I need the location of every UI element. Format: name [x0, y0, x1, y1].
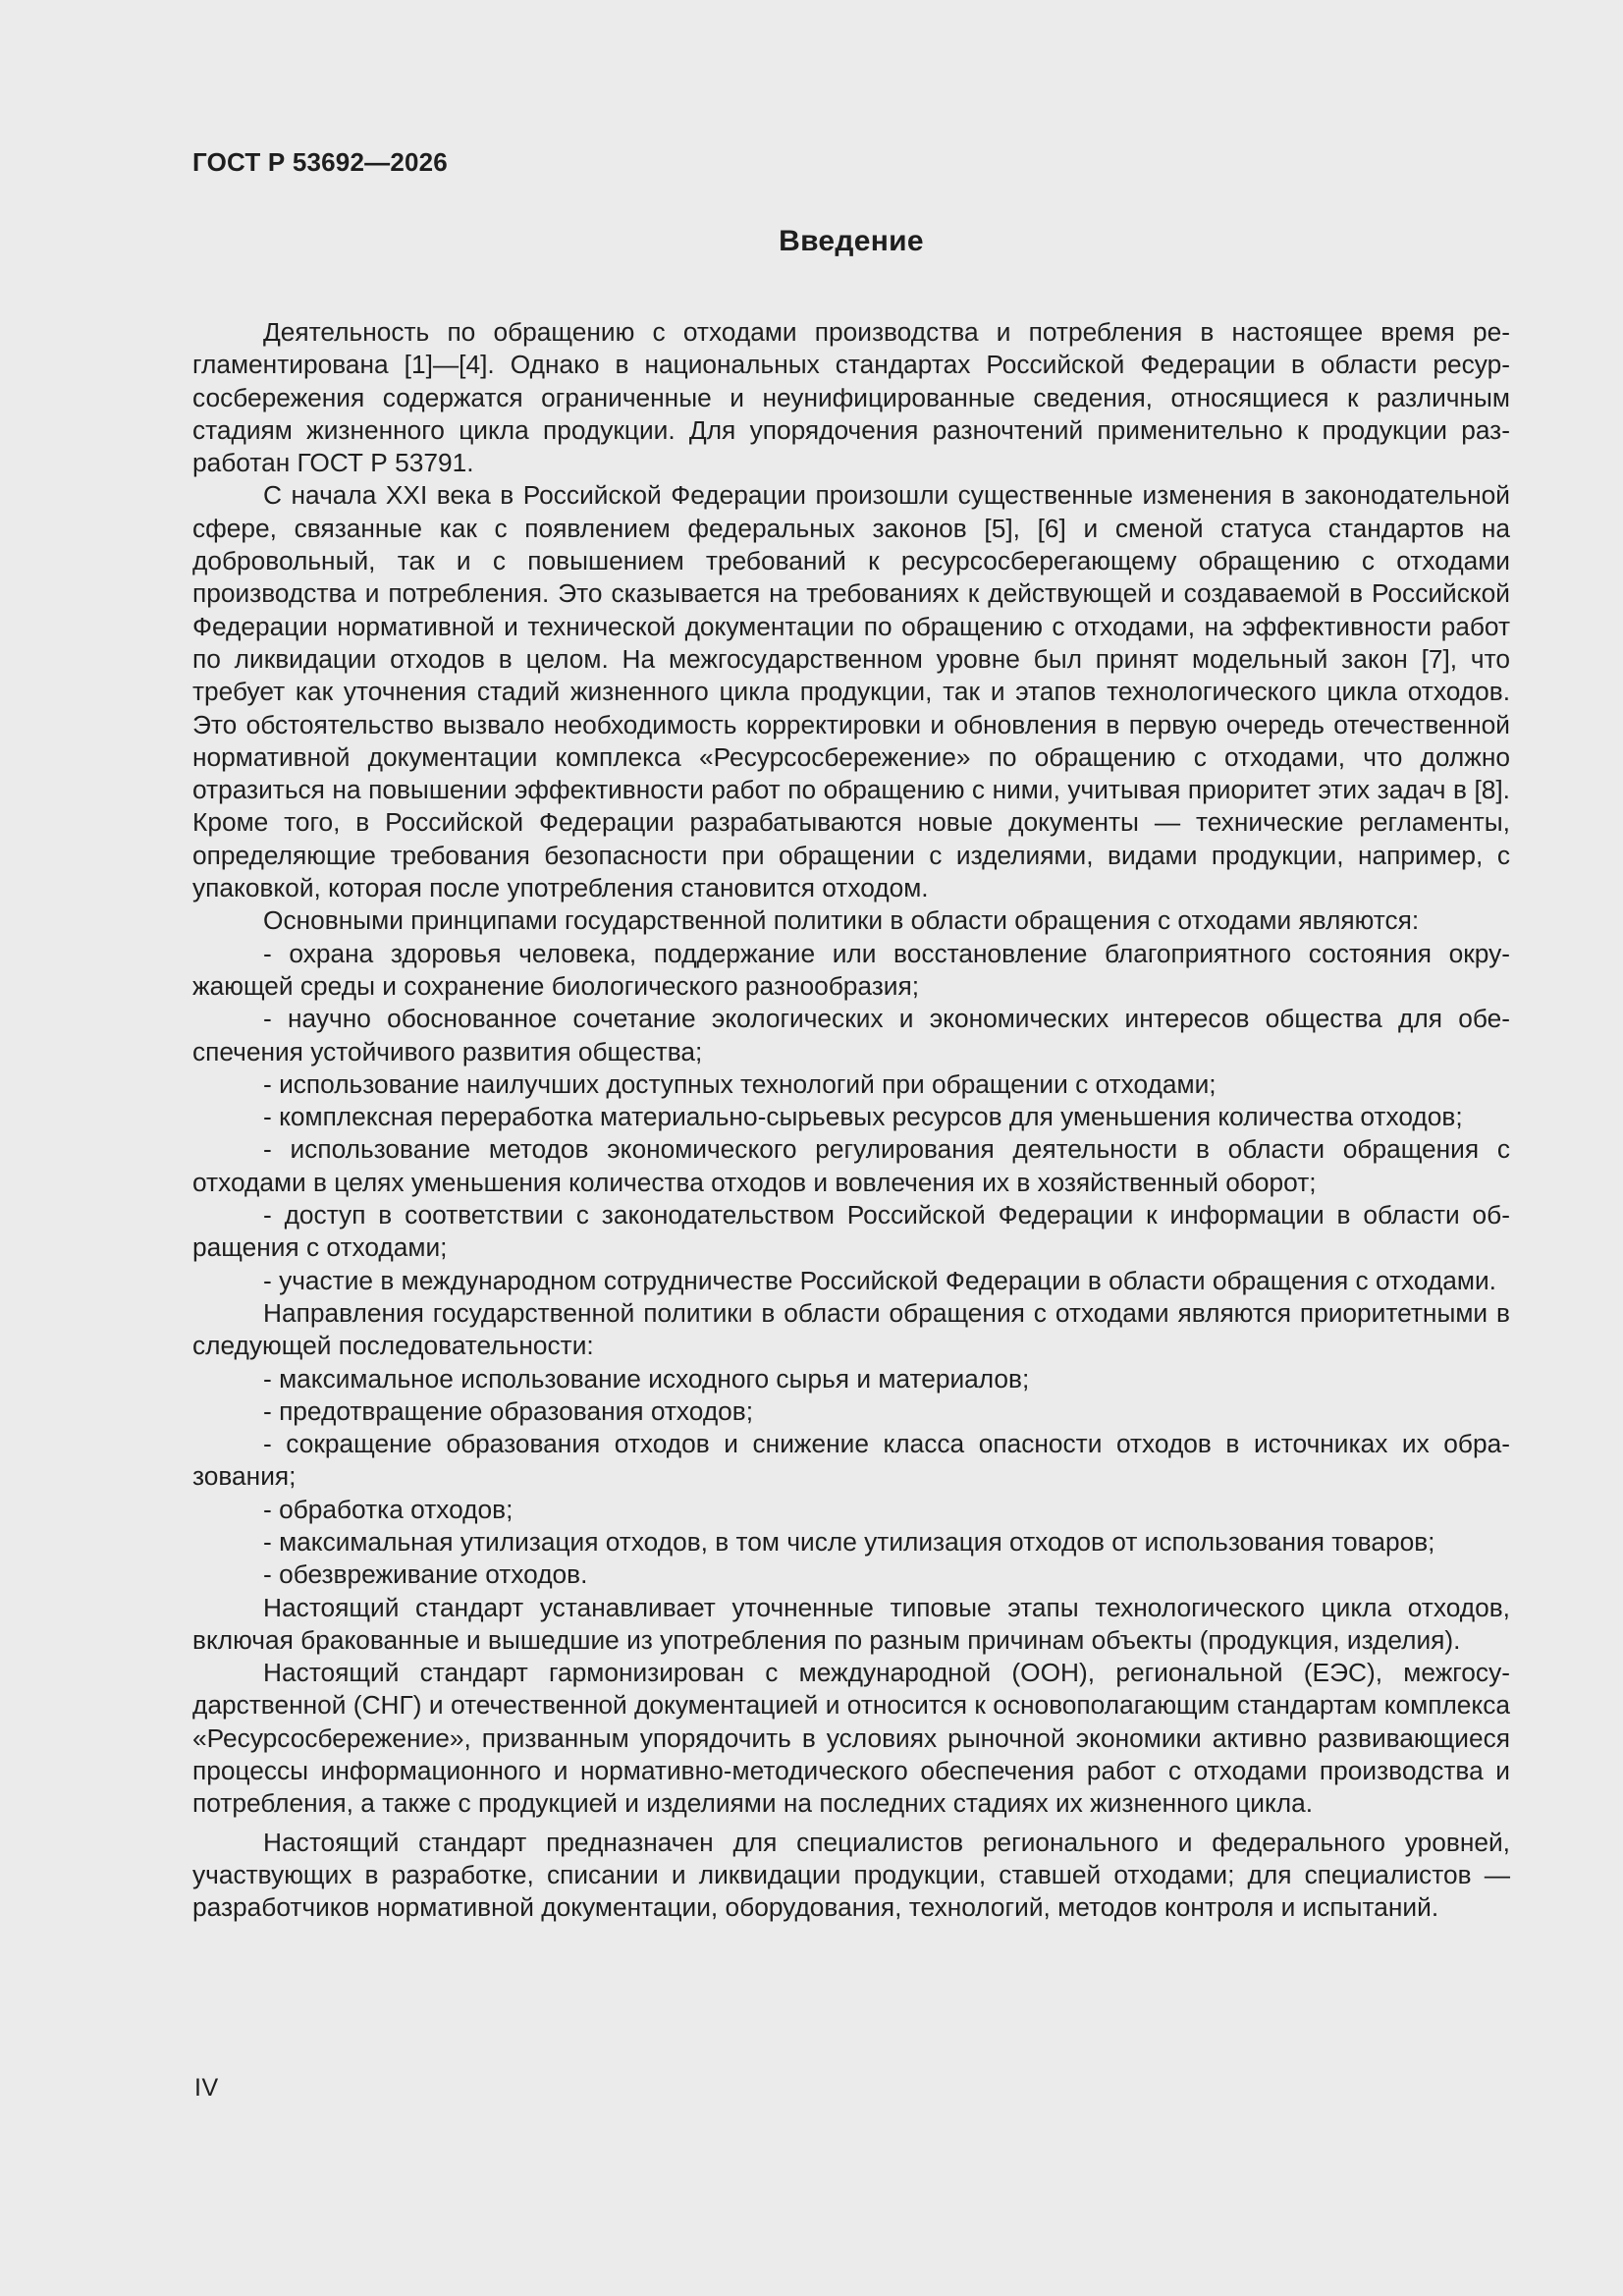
- direction-item: - обезвреживание отходов.: [263, 1559, 588, 1590]
- principle-item: - охрана здоровья человека, поддержание или восстановление благоприятного состояния окружающей среды и сохранение биологического разнообразия;: [192, 938, 1510, 1001]
- principle-item: - участие в международном сотрудничестве Российской Федерации в области обращения с отходами.: [263, 1265, 1496, 1295]
- principle-item: - доступ в соответствии с законодательством Российской Федерации к информации в области обращения с отходами;: [192, 1200, 1510, 1263]
- principle-item: - использование методов экономического регулирования деятельности в области обращения с отходами в целях уменьшения количества отходов и вовлечения их в хозяйственный оборот;: [192, 1134, 1510, 1197]
- standard-code-header: ГОСТ Р 53692—2026: [192, 147, 448, 177]
- principle-item: - научно обоснованное сочетание экологических и экономических интересов общества для обеспечения устойчивого развития общества;: [192, 1004, 1510, 1066]
- directions-intro: Направления государственной политики в области обращения с отходами являются приоритетными в следующей последовательности:: [192, 1297, 1510, 1361]
- direction-item: - сокращение образования отходов и снижение класса опасности отходов в источниках их образования;: [192, 1429, 1510, 1492]
- paragraph-scope: Настоящий стандарт устанавливает уточненные типовые этапы технологического цикла отходов, включая бракованные и вышедшие из употребления по разным причинам объекты (продукция, изделия).: [192, 1592, 1510, 1655]
- section-title: Введение: [779, 225, 924, 257]
- direction-item: - обработка отходов;: [263, 1494, 514, 1524]
- direction-item: - предотвращение образования отходов;: [263, 1395, 754, 1426]
- page-number: IV: [194, 2074, 219, 2102]
- body-text: [192, 316, 1510, 1925]
- principle-item: - комплексная переработка материально-сырьевых ресурсов для уменьшения количества отходов;: [263, 1102, 1463, 1132]
- principle-item: - использование наилучших доступных технологий при обращении с отходами;: [263, 1068, 1217, 1099]
- paragraph-harmonization: Настоящий стандарт гармонизирован с международной (ООН), региональной (ЕЭС), межгосударственной (СНГ) и отечественной документацией и относится к основополагающим стандартам комплекса «Ресурсосбережение», призванным упорядочить в условиях рыночной экономики активно развивающиеся процессы информационного и нормативно-методического обеспечения работ с отходами производства и потребления, а также с продукцией и изделиями на последних стадиях их жизненного цикла.: [192, 1658, 1510, 1819]
- direction-item: - максимальное использование исходного сырья и материалов;: [263, 1363, 1030, 1394]
- direction-item: - максимальная утилизация отходов, в том числе утилизация отходов от использования товаров;: [263, 1526, 1435, 1557]
- principles-intro: Основными принципами государственной политики в области обращения с отходами являются:: [263, 905, 1420, 936]
- paragraph-1: Деятельность по обращению с отходами производства и потребления в настоящее время регламентирована [1]—[4]. Однако в национальных стандартах Российской Федерации в области ресурсосбережения содержатся ограниченные и неунифицированные сведения, относящиеся к различным стадиям жизненного цикла продукции. Для упорядочения разночтений применительно к продукции разработан ГОСТ Р 53791.: [192, 317, 1510, 478]
- paragraph-audience: Настоящий стандарт предназначен для специалистов регионального и федерального уровней, участвующих в разработке, списании и ликвидации продукции, ставшей отходами; для специалистов — разработчиков нормативной документации, оборудования, технологий, методов контроля и испытаний.: [192, 1827, 1510, 1923]
- paragraph-2: С начала XXI века в Российской Федерации произошли существенные изменения в законодательной сфере, связанные как с появлением федеральных законов [5], [6] и сменой статуса стандартов на добровольный, так и с повышением требований к ресурсосберегающему обращению с отходами производства и потребления. Это сказывается на требованиях к действующей и создаваемой в Российской Федерации нормативной и технической документации по обращению с отходами, на эффективности работ по ликвидации отходов в целом. На межгосударственном уровне был принят модельный закон [7], что требует как уточнения стадий жизненного цикла продукции, так и этапов технологического цикла отходов. Это обстоятельство вызвало необходимость корректировки и обновления в первую очередь отечественной нормативной документации комплекса «Ресурсосбережение» по обращению с отходами, что должно отразиться на повышении эффективности работ по обращению с ними, учитывая приоритет этих задач в [8]. Кроме того, в Российской Федерации разрабатываются новые документы — технические регламенты, определяющие требования безопасности при обращении с изделиями, видами продукции, например, с упаковкой, которая после употребления становится отходом.: [192, 480, 1510, 903]
